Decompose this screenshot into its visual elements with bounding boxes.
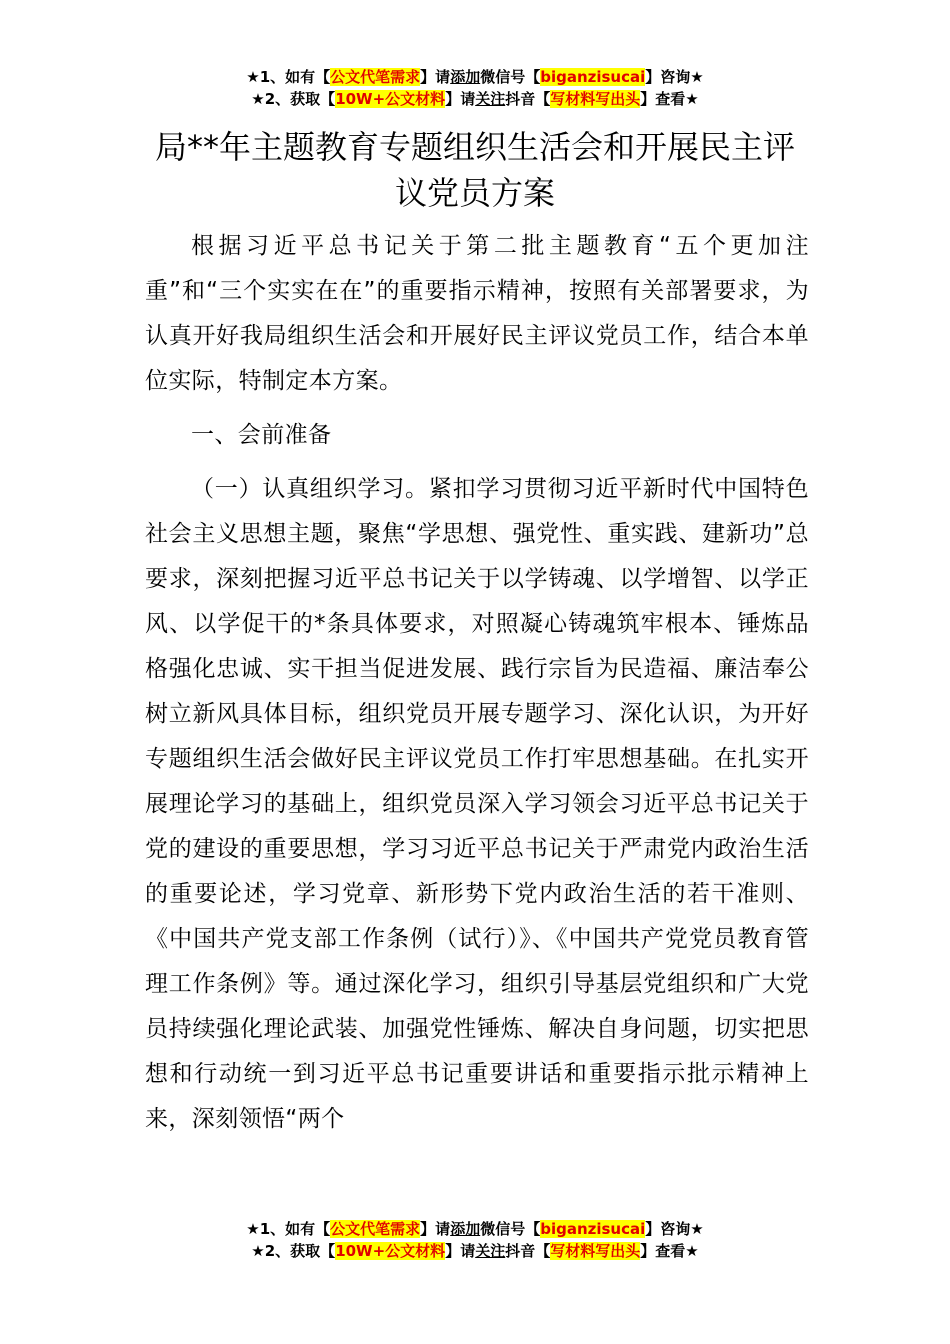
banner-line-1: ★1、如有【公文代笔需求】请添加微信号【biganzisucai】咨询★ bbox=[246, 68, 704, 86]
banner-line-2: ★2、获取【10W+公文材料】请关注抖音【写材料写出头】查看★ bbox=[251, 1242, 699, 1260]
body-paragraph: （一）认真组织学习。紧扣学习贯彻习近平新时代中国特色社会主义思想主题，聚焦“学思想、强党性、重实践、建新功”总要求，深刻把握习近平总书记关于以学铸魂、以学增智、以学正风、以学促干的*条具体要求，对照凝心铸魂筑牢根本、锤炼品格强化忠诚、实干担当促进发展、践行宗旨为民造福、廉洁奉公树立新风具体目标，组织党员开展专题学习、深化认识，为开好专题组织生活会做好民主评议党员工作打牢思想基础。在扎实开展理论学习的基础上，组织党员深入学习领会习近平总书记关于党的建设的重要思想，学习习近平总书记关于严肃党内政治生活的重要论述，学习党章、新形势下党内政治生活的若干准则、《中国共产党支部工作条例（试行）》、《中国共产党党员教育管理工作条例》等。通过深化学习，组织引导基层党组织和广大党员持续强化理论武装、加强党性锤炼、解决自身问题，切实把思想和行动统一到习近平总书记重要讲话和重要指示批示精神上来，深刻领悟“两个 bbox=[145, 476, 809, 1132]
banner-line-2: ★2、获取【10W+公文材料】请关注抖音【写材料写出头】查看★ bbox=[251, 90, 699, 108]
banner-highlight: 10W+公文材料 bbox=[335, 1242, 446, 1260]
banner-highlight: biganzisucai bbox=[540, 68, 646, 86]
banner-highlight: 10W+公文材料 bbox=[335, 90, 446, 108]
intro-paragraph: 根据习近平总书记关于第二批主题教育“五个更加注重”和“三个实实在在”的重要指示精神，按照有关部署要求，为认真开好我局组织生活会和开展好民主评议党员工作，结合本单位实际，特制定本方案。 bbox=[145, 233, 809, 394]
document-body bbox=[145, 224, 809, 1142]
banner-highlight: 写材料写出头 bbox=[550, 90, 641, 108]
banner-line-1: ★1、如有【公文代笔需求】请添加微信号【biganzisucai】咨询★ bbox=[246, 1220, 704, 1238]
document-title: 局**年主题教育专题组织生活会和开展民主评议党员方案 bbox=[154, 128, 795, 212]
banner-highlight: 公文代笔需求 bbox=[330, 1220, 421, 1238]
banner-highlight: 写材料写出头 bbox=[550, 1242, 641, 1260]
header-banner bbox=[0, 66, 950, 110]
section-heading: 一、会前准备 bbox=[191, 422, 332, 448]
banner-highlight: biganzisucai bbox=[540, 1220, 646, 1238]
footer-banner bbox=[0, 1218, 950, 1262]
banner-highlight: 公文代笔需求 bbox=[330, 68, 421, 86]
